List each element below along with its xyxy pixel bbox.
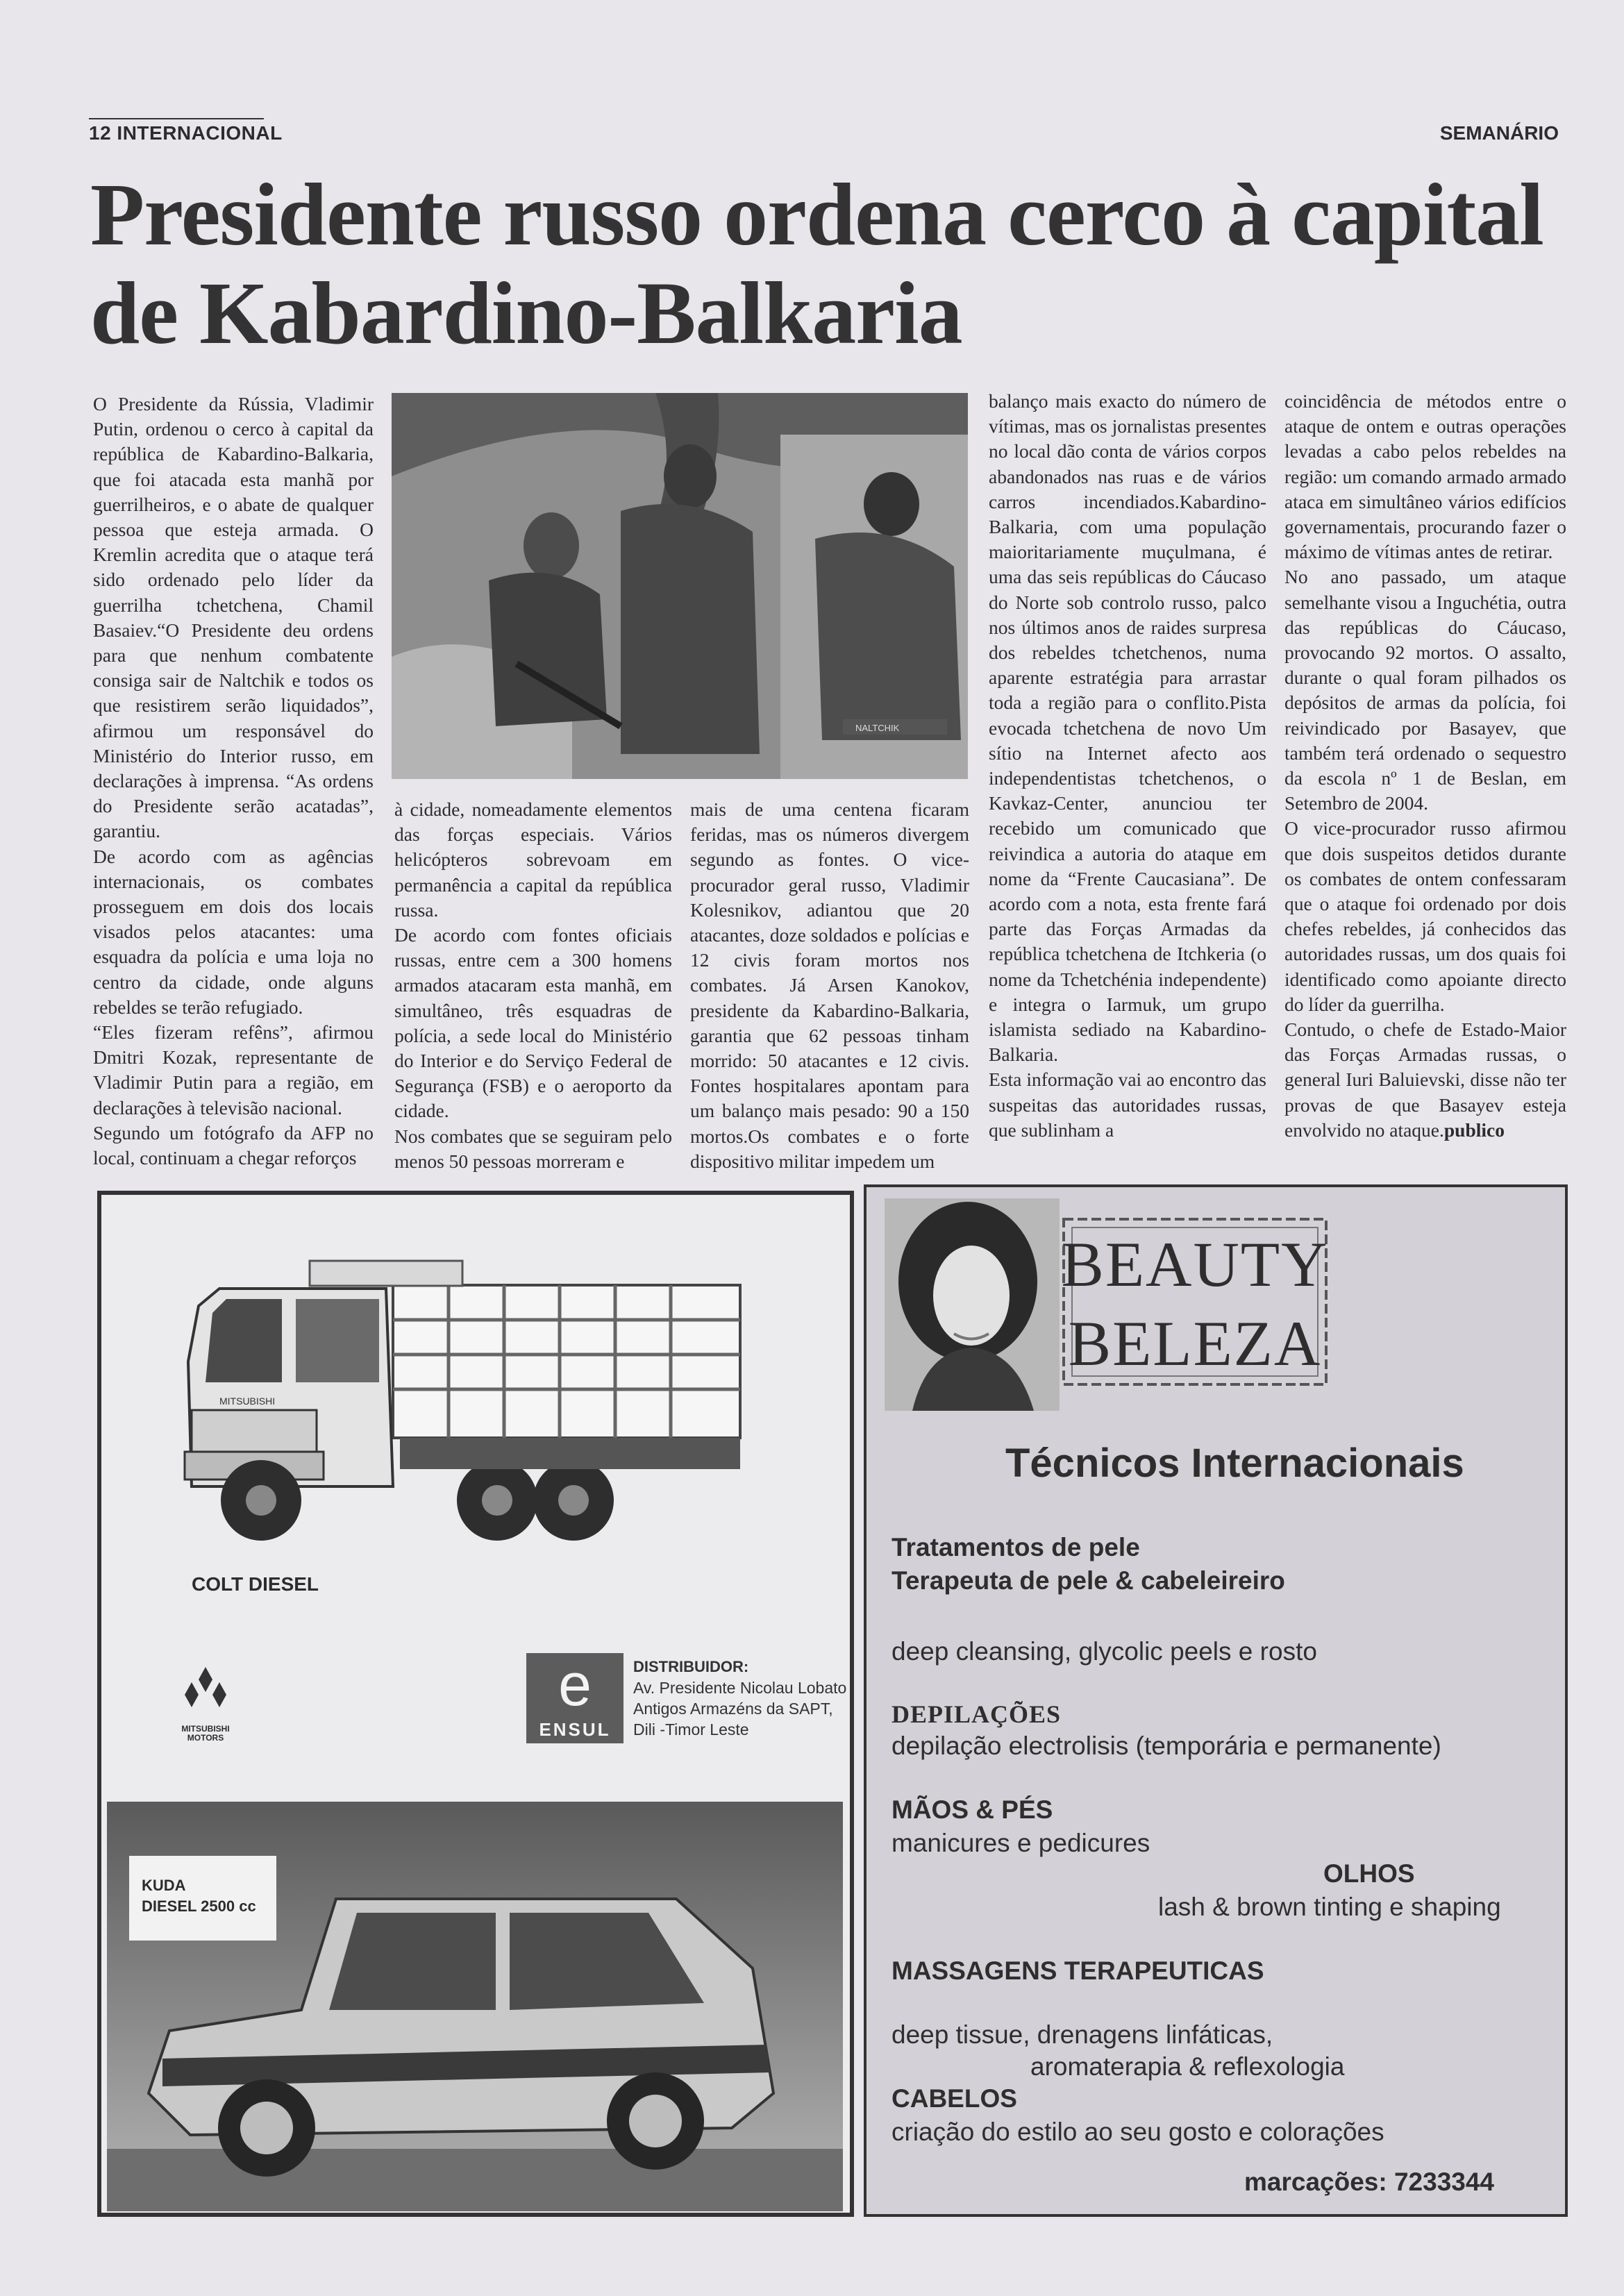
colt-diesel-label: COLT DIESEL: [192, 1573, 319, 1595]
section-rule: [89, 118, 264, 119]
paragraph: balanço mais exacto do número de vítimas, mas os jornalistas presentes no local dão conta de vários corpos abandonados nas ruas e de vários carros incendiados.Kabardino-Balkaria, com uma população maioritariamente muçulmana, é uma das seis repúblicas do Cáucaso do Norte sob controlo russo, palco nos últimos anos de raides surpresa dos rebeldes tchetchenos, numa aparente estratégia para arrastar toda a região para o conflito.Pista evocada tchetchena de novo Um sítio na Internet afecto aos independentistas tchetchenos, o Kavkaz-Center, anunciou ter recebido um comunicado que reivindica a autoria do ataque em nome da “Frente Caucasiana”. De acordo com a nota, esta frente fará parte das Forças Armadas da república tchetchena de Itchkeria (o nome da Tchetchénia independente) e integra o Iarmuk, um grupo islamista sediado na Kabardino-Balkaria.: [989, 390, 1266, 1066]
publication-name: SEMANÁRIO: [1439, 122, 1559, 144]
sign-line-2: BELEZA: [1068, 1308, 1322, 1379]
article-photo: [392, 393, 968, 779]
paragraph-text: Contudo, o chefe de Estado-Maior das Forças Armadas russas, o general Iuri Baluievski, disse não ter provas de que Basayev esteja envolvido no ataque.: [1284, 1019, 1566, 1141]
truck-badge-text: MITSUBISHI: [219, 1396, 276, 1407]
section-label: [89, 122, 283, 144]
hair-removal-text: depilação electrolisis (temporária e permanente): [891, 1732, 1441, 1760]
kuda-line-2: DIESEL 2500 cc: [142, 1897, 256, 1915]
paragraph: mais de uma centena ficaram feridas, mas os números divergem segundo as fontes. O vice-procurador geral russo, Vladimir Kolesnikov, adiantou que 20 atacantes, doze soldados e polícias e 12 civis foram mortos nos combates. Já Arsen Kanokov, presidente da Kabardino-Balkaria, garantia que 62 pessoas tinham morrido: 50 atacantes e 12 civis. Fontes hospitalares apontam para um balanço mais pesado: 90 a 150 mortos.Os combates e o forte dispositivo militar impedem um: [690, 798, 969, 1172]
paragraph: No ano passado, um ataque semelhante visou a Inguchétia, outra das repúblicas do Cáucaso, provocando 92 mortos. O assalto, durante o qual foram pilhados os depósitos de armas da polícia, foi reivindicado por Basayev, que também terá ordenado o sequestro da escola nº 1 de Beslan, em Setembro de 2004.: [1284, 566, 1566, 814]
section-label-text: 12 INTERNACIONAL: [89, 122, 283, 144]
hair-text: criação do estilo ao seu gosto e colorações: [891, 2118, 1384, 2146]
ensul-wordmark: ENSUL: [539, 1719, 611, 1740]
paragraph: Segundo um fotógrafo da AFP no local, continuam a chegar reforços: [93, 1121, 374, 1169]
ad-title: Técnicos Internacionais: [1005, 1441, 1464, 1486]
soldiers-photo-graphic: [392, 393, 968, 779]
ensul-logo: [526, 1653, 623, 1743]
paragraph: O Presidente da Rússia, Vladimir Putin, ordenou o cerco à capital da república de Kabardino-Balkaria, que foi atacada esta manhã por guerrilheiros, e o abate de qualquer pessoa que esteja armada. O Kremlin acredita que o ataque terá sido ordenado pelo líder da guerrilha tchetchena, Chamil Basaiev.“O Presidente deu ordens para que nenhum combatente consiga sair de Naltchik e todos os que resistirem serão liquidados”, afirmou um responsável do Ministério do Interior russo, em declarações à imprensa. “As ordens do Presidente serão acatadas”, garantiu.: [93, 393, 374, 842]
skin-treatments-text: deep cleansing, glycolic peels e rosto: [891, 1637, 1317, 1666]
article-column-4: [989, 389, 1266, 1143]
distributor-title: DISTRIBUIDOR:: [633, 1658, 749, 1675]
distributor-line: Antigos Armazéns da SAPT,: [633, 1700, 833, 1718]
photo-caption-mark: NALTCHIK: [855, 723, 900, 733]
kuda-line-1: KUDA: [142, 1877, 186, 1894]
eyes-text: lash & brown tinting e shaping: [1158, 1893, 1501, 1921]
mitsubishi-line-2: MOTORS: [187, 1733, 224, 1743]
paragraph: [1284, 1017, 1566, 1143]
hands-feet-heading: MÃOS & PÉS: [891, 1795, 1053, 1824]
hair-removal-heading: DEPILAÇÕES: [891, 1700, 1062, 1728]
portrait-graphic: [885, 1198, 1060, 1411]
article-column-3: [690, 797, 969, 1174]
distributor-info: [633, 1656, 846, 1740]
booking-phone: marcações: 7233344: [1244, 2168, 1495, 2196]
mitsubishi-line-1: MITSUBISHI: [181, 1724, 230, 1734]
paragraph: Nos combates que se seguiram pelo menos 50 pessoas morreram e: [394, 1125, 672, 1172]
kuda-vehicle-image: [107, 1802, 843, 2211]
skin-treatments-sub: Terapeuta de pele & cabeleireiro: [891, 1566, 1285, 1595]
eyes-heading: OLHOS: [1323, 1859, 1415, 1888]
article-column-1: [93, 392, 374, 1171]
paragraph: à cidade, nomeadamente elementos das forças especiais. Vários helicópteros sobrevoam em permanência a capital da república russa.: [394, 798, 672, 921]
massage-heading: MASSAGENS TERAPEUTICAS: [891, 1956, 1264, 1985]
sign-line-1: BEAUTY: [1061, 1229, 1329, 1300]
vehicle-advertisement: [97, 1191, 854, 2217]
skin-treatments-heading: Tratamentos de pele: [891, 1533, 1140, 1561]
beauty-beleza-sign: [1060, 1215, 1330, 1389]
paragraph: “Eles fizeram refêns”, afirmou Dmitri Kozak, representante de Vladimir Putin para a região, em declarações à televisão nacional.: [93, 1021, 374, 1118]
paragraph: De acordo com as agências internacionais, os combates prosseguem em dois dos locais visados pelos atacantes: uma esquadra da polícia e uma loja no centro da cidade, onde alguns rebeldes se terão refugiado.: [93, 845, 374, 1018]
article-source: publico: [1443, 1118, 1505, 1141]
hair-heading: CABELOS: [891, 2084, 1017, 2113]
colt-diesel-truck-image: [171, 1223, 844, 1549]
article-column-2: [394, 797, 672, 1174]
paragraph: coincidência de métodos entre o ataque de ontem e outras operações levadas a cabo pelos rebeldes na região: um comando armado armado ataca em simultâneo vários edifícios governamentais, procurando fazer o máximo de vítimas antes de retirar.: [1284, 390, 1566, 563]
mitsubishi-logo: [174, 1667, 237, 1743]
paragraph: O vice-procurador russo afirmou que dois suspeitos detidos durante os combates de ontem confessaram que o ataque foi ordenado por dois chefes rebeldes, já conhecidos das autoridades russas, um dos quais foi identificado como apoiante directo do líder da guerrilha.: [1284, 817, 1566, 1015]
ensul-e-icon: e: [558, 1652, 592, 1718]
kuda-model-label: [129, 1856, 276, 1941]
paragraph: De acordo com fontes oficiais russas, entre cem a 300 homens armados atacaram esta manhã, em simultâneo, três esquadras de polícia, a sede local do Ministério do Interior e do Serviço Federal de Segurança (FSB) e o aeroporto da cidade.: [394, 924, 672, 1122]
article-headline: Presidente russo ordena cerco à capital de Kabardino-Balkaria: [90, 165, 1543, 362]
truck-graphic: [171, 1223, 844, 1549]
woman-portrait-photo: [885, 1198, 1060, 1411]
distributor-line: Av. Presidente Nicolau Lobato: [633, 1679, 847, 1697]
beauty-salon-advertisement: [864, 1184, 1568, 2217]
paragraph: Esta informação vai ao encontro das suspeitas das autoridades russas, que sublinham a: [989, 1069, 1266, 1141]
article-column-5: [1284, 389, 1566, 1143]
hands-feet-text: manicures e pedicures: [891, 1829, 1150, 1857]
distributor-line: Dili -Timor Leste: [633, 1720, 749, 1738]
massage-text-1: deep tissue, drenagens linfáticas,: [891, 2020, 1273, 2049]
mitsubishi-diamonds-icon: [181, 1667, 230, 1723]
massage-text-2: aromaterapia & reflexologia: [1030, 2052, 1345, 2081]
